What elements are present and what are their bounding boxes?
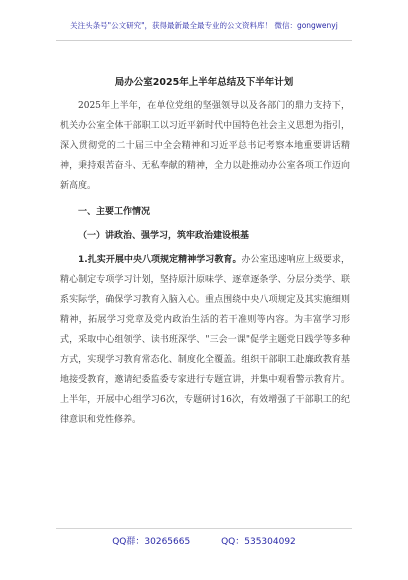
header-divider xyxy=(56,40,352,41)
item-lead: 1.扎实开展中央八项规定精神学习教育。 xyxy=(78,255,242,265)
intro-paragraph: 2025年上半年，在单位党组的坚强领导以及各部门的鼎力支持下，机关办公室全体干部职工以习近平新时代中国特色社会主义思想为指引，深入贯彻党的二十届三中全会精神和习近平总书记考察本地重要讲话精神，秉持艰苦奋斗、无私奉献的精神，全力以赴推动办公室各项工作迈向新高度。 xyxy=(60,101,350,191)
footer-qq: QQ：535304092 xyxy=(221,537,296,547)
footer-qq-group: QQ群：30265665 xyxy=(112,537,191,547)
item-body: 办公室迅速响应上级要求，精心制定专项学习计划，坚持原汁原味学、逐章逐条学、分层分类学、联系实际学，确保学习教育入脑入心。重点围绕中央八项规定及其实施细则精神，拓展学习党章及党内政治生活的若干准则等内容。为丰富学习形式，采取中心组领学、读书班深学、"三会一课"促学主题党日践学等多种方式，实现学习教育常态化、制度化全覆盖。组织干部职工赴廉政教育基地接受教育，邀请纪委监委专家进行专题宣讲，并集中观看警示教育片。上半年，开展中心组学习6次，专题研讨16次，有效增强了干部职工的纪律意识和党性修养。 xyxy=(60,255,350,425)
footer-divider xyxy=(56,528,352,529)
footer-contact xyxy=(0,534,408,547)
document-title: 局办公室2025年上半年总结及下半年计划 xyxy=(114,77,294,88)
subsection-heading: （一）讲政治、强学习，筑牢政治建设根基 xyxy=(78,231,250,241)
item-paragraph xyxy=(60,250,350,430)
document-body xyxy=(60,96,350,430)
header-notice: 关注头条号"公文研究"，获得最新最全最专业的公文资料库！ 微信：gongwenyj xyxy=(70,21,338,30)
section-heading: 一、主要工作情况 xyxy=(78,207,151,217)
